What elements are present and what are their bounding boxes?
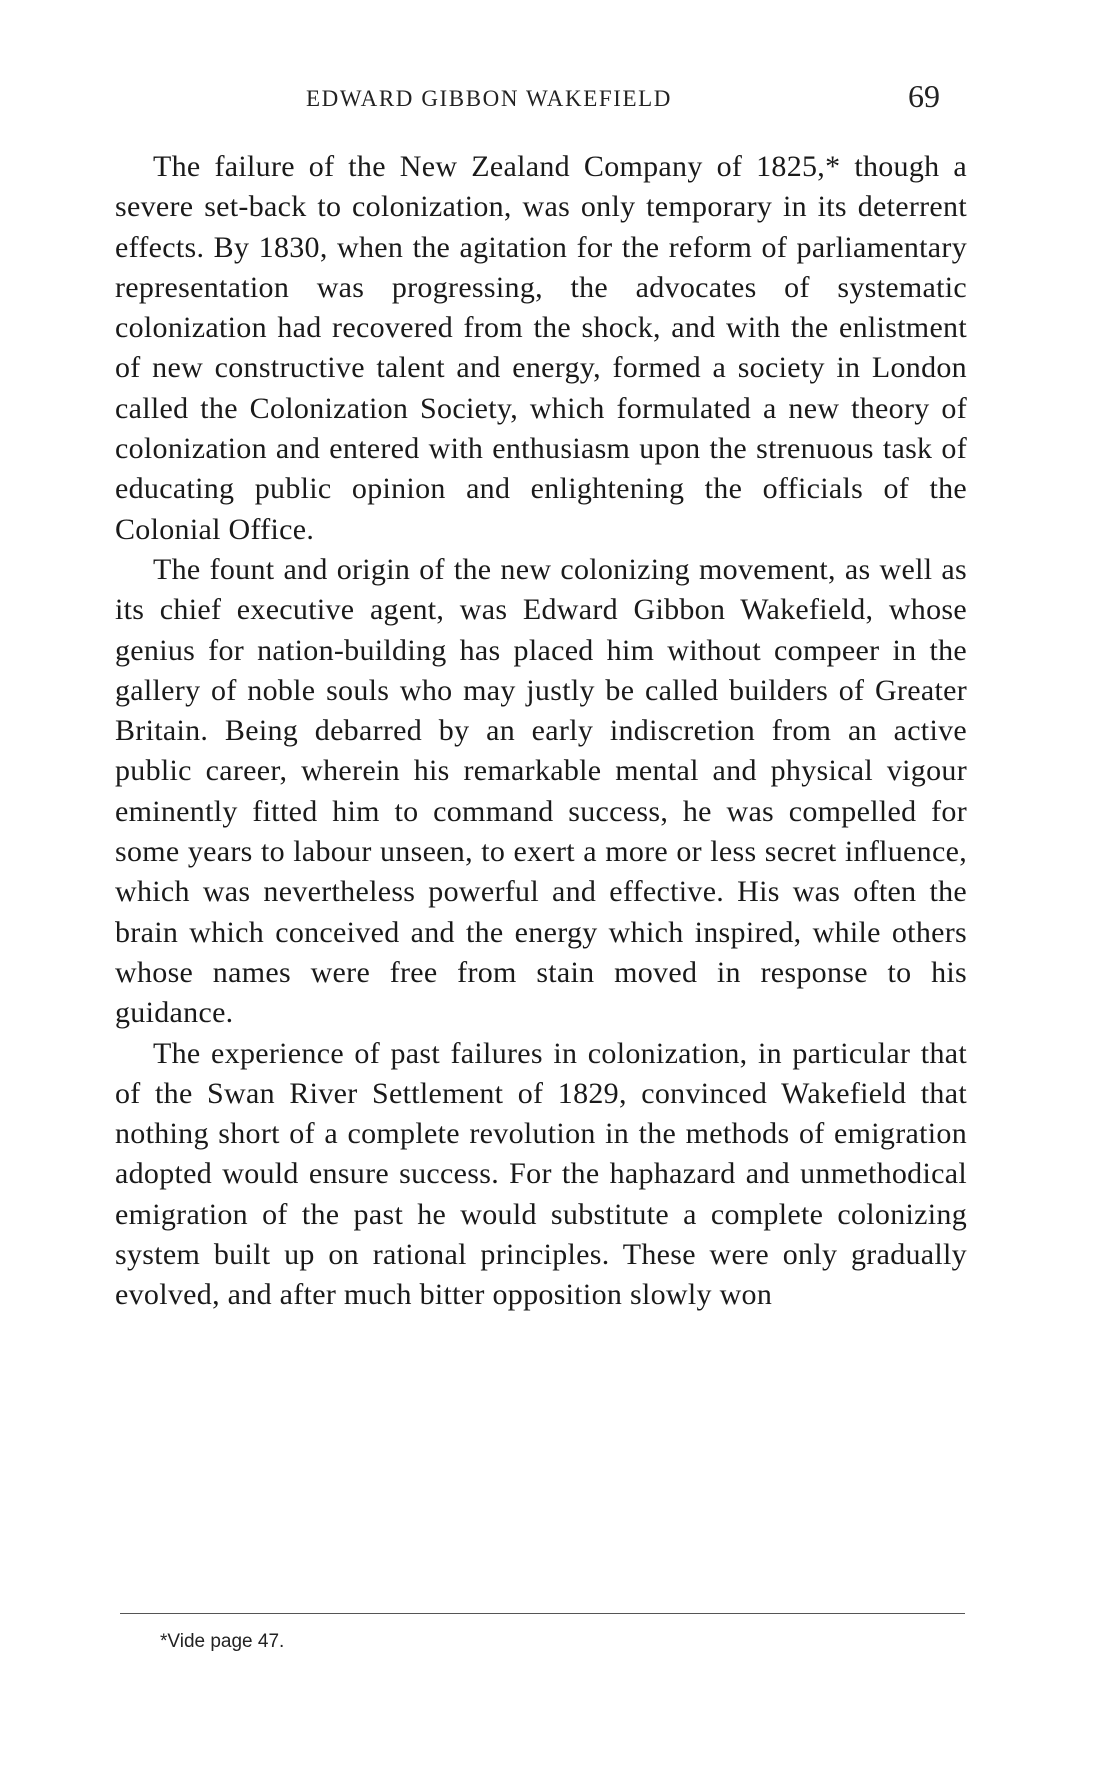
paragraph: The experience of past failures in colonization, in particular that of the Swan River Settlement of 1829, convinced Wakefield that nothing short of a complete revolution in the methods of emigration adopted would ensure success. For the haphazard and unmethodical emigration of the past he would substitute a complete colonizing system built up on rational principles. These were only gradually evolved, and after much bitter opposition slowly won: [115, 1036, 967, 1312]
running-head: EDWARD GIBBON WAKEFIELD: [306, 86, 673, 111]
paragraph: The fount and origin of the new colonizing movement, as well as its chief executive agent, was Edward Gibbon Wakefield, whose genius for nation-building has placed him without compeer in the gallery of noble souls who may justly be called builders of Greater Britain. Being debarred by an early indiscretion from an active public career, wherein his remarkable mental and physical vigour eminently fitted him to command success, he was compelled for some years to labour unseen, to exert a more or less secret influence, which was nevertheless powerful and effective. His was often the brain which conceived and the energy which inspired, while others whose names were free from stain moved in response to his guidance.: [115, 552, 967, 1030]
page-number: 69: [908, 78, 940, 114]
footnote-rule: [120, 1613, 965, 1614]
paragraph: The failure of the New Zealand Company of 1825,* though a severe set-back to colonization, was only temporary in its deterrent effects. By 1830, when the agitation for the reform of parliamentary representation was progressing, the advocates of systematic colonization had recovered from the shock, and with the enlistment of new constructive talent and energy, formed a society in London called the Colonization Society, which formulated a new theory of colonization and entered with enthusiasm upon the strenuous task of educating public opinion and enlightening the officials of the Colonial Office.: [115, 150, 967, 546]
footnote: *Vide page 47.: [160, 1631, 285, 1652]
body-text: [115, 147, 967, 1316]
